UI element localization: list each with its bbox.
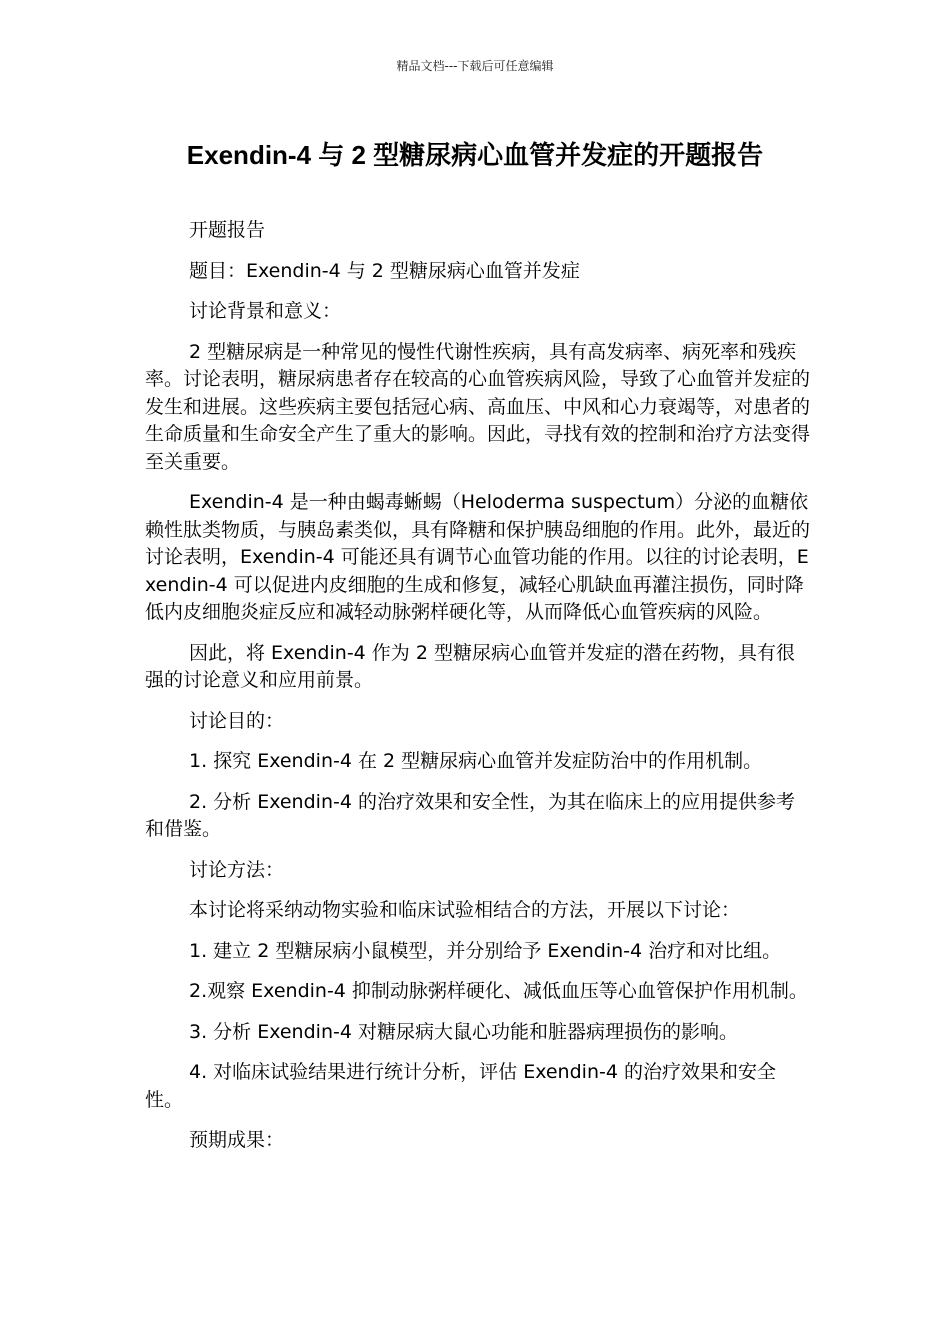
paragraph-background: 2 型糖尿病是一种常见的慢性代谢性疾病，具有高发病率、病死率和残疾率。讨论表明，糖尿病患者存在较高的心血管疾病风险，导致了心血管并发症的发生和进展。这些疾病主要包括冠心病、高血压、中风和心力衰竭等，对患者的生命质量和生命安全产生了重大的影响。因此，寻找有效的控制和治疗方法变得至关重要。: [145, 340, 811, 473]
method-item-3: 3. 分析 Exendin-4 对糖尿病大鼠心功能和脏器病理损伤的影响。: [189, 1020, 738, 1043]
heading-methods: 讨论方法：: [189, 858, 285, 881]
document-body: [145, 217, 810, 1168]
objective-item-2: 2. 分析 Exendin-4 的治疗效果和安全性，为其在临床上的应用提供参考和借鉴。: [145, 790, 795, 840]
methods-intro: 本讨论将采纳动物实验和临床试验相结合的方法，开展以下讨论：: [189, 899, 741, 921]
method-item-4: 4. 对临床试验结果进行统计分析，评估 Exendin-4 的治疗效果和安全性。: [145, 1061, 776, 1111]
paragraph-exendin: Exendin-4 是一种由蝎毒蜥蜴（Heloderma suspectum）分泌的血糖依赖性肽类物质，与胰岛素类似，具有降糖和保护胰岛细胞的作用。此外，最近的讨论表明，Exendin-4 可能还具有调节心血管功能的作用。以往的讨论表明，Exendin-4 可以促进内皮细胞的生成和修复，减轻心肌缺血再灌注损伤，同时降低内皮细胞炎症反应和减轻动脉粥样硬化等，从而降低心血管疾病的风险。: [145, 491, 811, 623]
heading-background: 讨论背景和意义：: [189, 300, 342, 322]
topic-line: 题目：Exendin-4 与 2 型糖尿病心血管并发症: [189, 259, 580, 282]
heading-objectives: 讨论目的：: [189, 709, 285, 732]
section-label-report: 开题报告: [189, 219, 266, 241]
document-title: Exendin-4 与 2 型糖尿病心血管并发症的开题报告: [186, 140, 764, 170]
method-item-1: 1. 建立 2 型糖尿病小鼠模型，并分别给予 Exendin-4 治疗和对比组。: [189, 939, 782, 962]
heading-expected-results: 预期成果：: [189, 1129, 285, 1151]
paragraph-significance: 因此，将 Exendin-4 作为 2 型糖尿病心血管并发症的潜在药物，具有很强的讨论意义和应用前景。: [145, 641, 795, 691]
objective-item-1: 1. 探究 Exendin-4 在 2 型糖尿病心血管并发症防治中的作用机制。: [189, 750, 763, 772]
page-header-note: 精品文档---下载后可任意编辑: [396, 59, 554, 73]
method-item-2: 2.观察 Exendin-4 抑制动脉粥样硬化、减低血压等心血管保护作用机制。: [189, 980, 808, 1002]
